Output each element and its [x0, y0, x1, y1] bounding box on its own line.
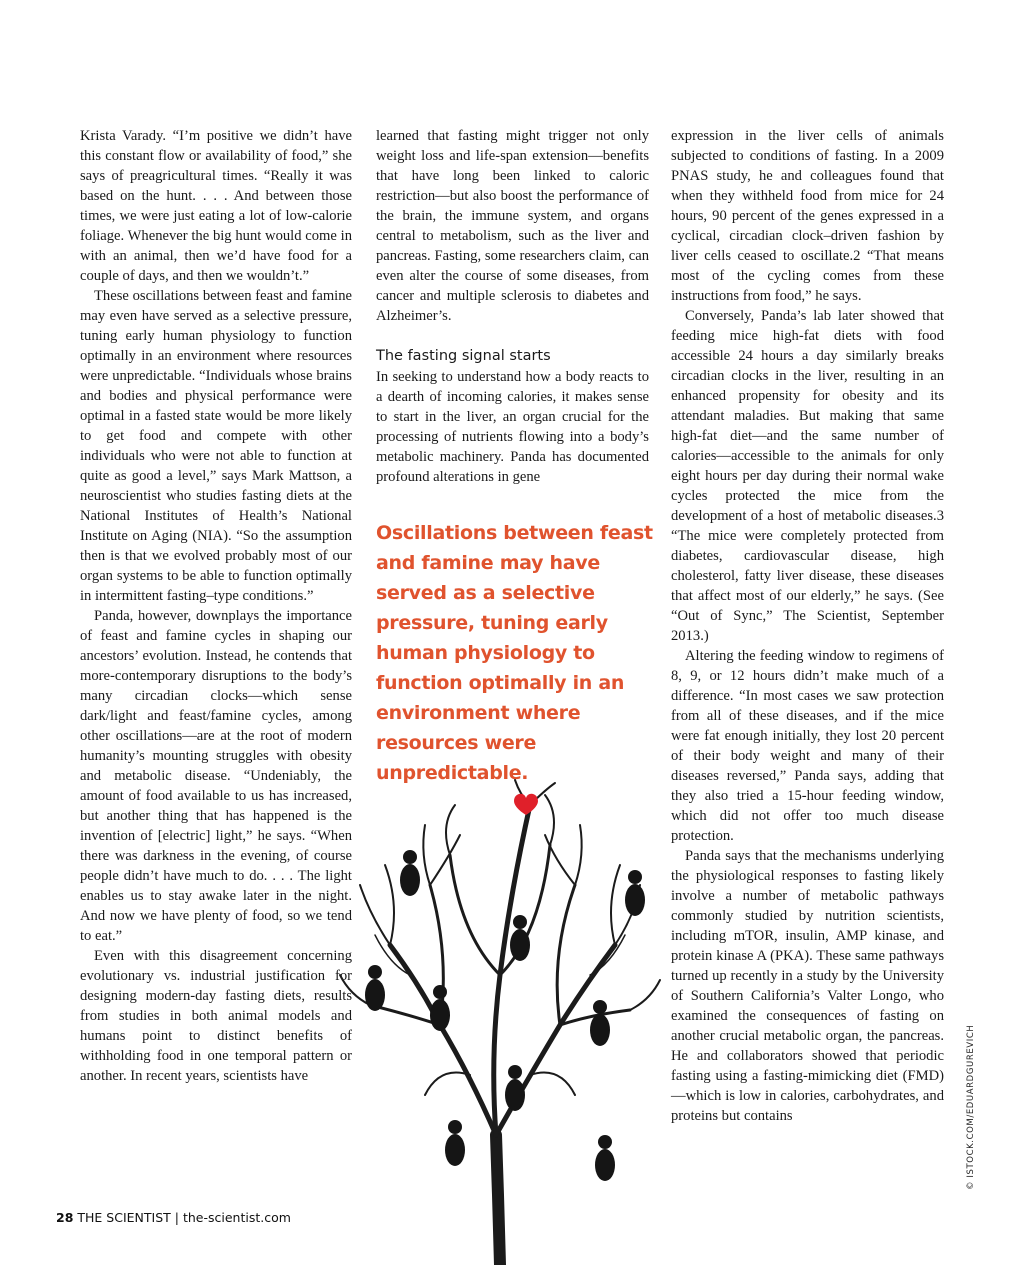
pull-quote: Oscillations between feast and famine may have served as a selective pressure, tuning early human physiology to function optimally in an environment where resources were unpredictable.	[376, 522, 653, 784]
tree-illustration	[330, 775, 670, 1265]
paragraph: Altering the feeding window to regimens of 8, 9, or 12 hours didn’t make much of a difference. “In most cases we saw protection from all of these diseases, and if the mice were fat enough initially, they lost 20 percent of their body weight and many of their diseases reversed,” Panda says, adding that they also tried a 15-hour feeding window, which did not offer too much disease protection.	[671, 648, 944, 844]
magazine-url: the-scientist.com	[182, 1210, 291, 1225]
paragraph: Conversely, Panda’s lab later showed that feeding mice high-fat diets with food accessible 24 hours a day similarly breaks circadian clocks in the liver, resulting in an enhanced propensity for obesity and its attendant maladies. But making that same high-fat diet—and the same number of calories—accessible to the animals for only eight hours per day during their normal wake cycles protected the mice from the development of a host of metabolic diseases.3 “The mice were completely protected from diabetes, cardiovascular disease, high cholesterol, fatty liver disease, these diseases that affect most of our elderly,” he says. (See “Out of Sync,” The Scientist, September 2013.)	[671, 308, 944, 644]
paragraph: These oscillations between feast and famine may even have served as a selective pressure, tuning early human physiology to function optimally in an environment where resources were unpredictable. “Individuals whose brains and bodies and physical performance were optimal in a fasted state would be more likely to get food and compete with other individuals who were not able to function at quite as good a level,” says Mark Mattson, a neuroscientist who studies fasting diets at the National Institutes of Health’s National Institute on Aging (NIA). “So the assumption then is that we evolved probably most of our organ systems to be able to function optimally in intermittent fasting–type conditions.”	[80, 288, 352, 604]
page-number: 28	[56, 1210, 74, 1225]
tree-branches	[340, 780, 660, 1265]
paragraph: Panda, however, downplays the importance of feast and famine cycles in shaping our ancestors’ evolution. Instead, he contends that more-contemporary disruptions to the body’s many circadian clocks—which sense dark/light and feast/famine cycles, among other oscillations—are at the root of modern humanity’s mounting struggles with obesity and metabolic disease. “Undeniably, the amount of food available to us has increased, but another thing that has happened is the invention of [electric] light,” he says. “When there was darkness in the evening, of course people didn’t have much to do. . . . The light enables us to stay awake later in the night. And now we have plenty of food, so we tend to eat.”	[80, 608, 352, 944]
page-footer	[56, 1210, 291, 1225]
paragraph: Panda says that the mechanisms underlying the physiological responses to fasting likely involve a number of metabolic pathways commonly studied by nutrition scientists, including mTOR, insulin, AMP kinase, and protein kinase A (PKA). These same pathways turned up recently in a study by the University of Southern California’s Valter Longo, who examined the consequences of fasting on another crucial metabolic organ, the pancreas. He and collaborators showed that periodic fasting using a fasting-mimicking diet (FMD)—which is low in calories, carbohydrates, and proteins but contains	[671, 848, 944, 1124]
paragraph: Even with this disagreement concerning evolutionary vs. industrial justification for designing modern-day fasting diets, results from studies in both animal models and humans point to distinct benefits of withholding food in one temporal pattern or another. In recent years, scientists have	[80, 948, 352, 1084]
article-column-3	[671, 126, 944, 1126]
paragraph: expression in the liver cells of animals subjected to conditions of fasting. In a 2009 PNAS study, he and colleagues found that when they withheld food from mice for 24 hours, 90 percent of the genes expressed in a cyclical, circadian clock–driven fashion by liver cells ceased to oscillate.2 “That means most of the cycling comes from these instructions from food,” he says.	[671, 128, 944, 304]
paragraph: In seeking to understand how a body reacts to a dearth of incoming calories, it makes sense to start in the liver, an organ crucial for the processing of nutrients flowing into a body’s metabolic machinery. Panda has documented profound alterations in gene	[376, 369, 649, 485]
paragraph: Krista Varady. “I’m positive we didn’t have this constant flow or availability of food,” she says of preagricultural times. “Really it was based on the hunt. . . . And between those times, we were just eating a lot of low-calorie foliage. Whenever the big hunt would come in with an animal, then we’d have food for a couple of days, and then we wouldn’t.”	[80, 128, 352, 284]
image-credit: © ISTOCK.COM/EDUARDGUREVICH	[966, 1024, 976, 1190]
magazine-name: THE SCIENTIST	[77, 1210, 171, 1225]
heart-icon	[514, 794, 538, 815]
article-column-1	[80, 126, 352, 1086]
paragraph: learned that fasting might trigger not only weight loss and life-span extension—benefits that have long been linked to caloric restriction—but also boost the performance of the brain, the immune system, and organs central to metabolism, such as the liver and pancreas. Fasting, some researchers claim, can even alter the course of some diseases, from cancer and multiple sclerosis to diabetes and Alzheimer’s.	[376, 128, 649, 324]
article-column-2	[376, 126, 649, 487]
footer-separator: |	[174, 1210, 179, 1225]
section-subhead: The fasting signal starts	[376, 348, 551, 364]
